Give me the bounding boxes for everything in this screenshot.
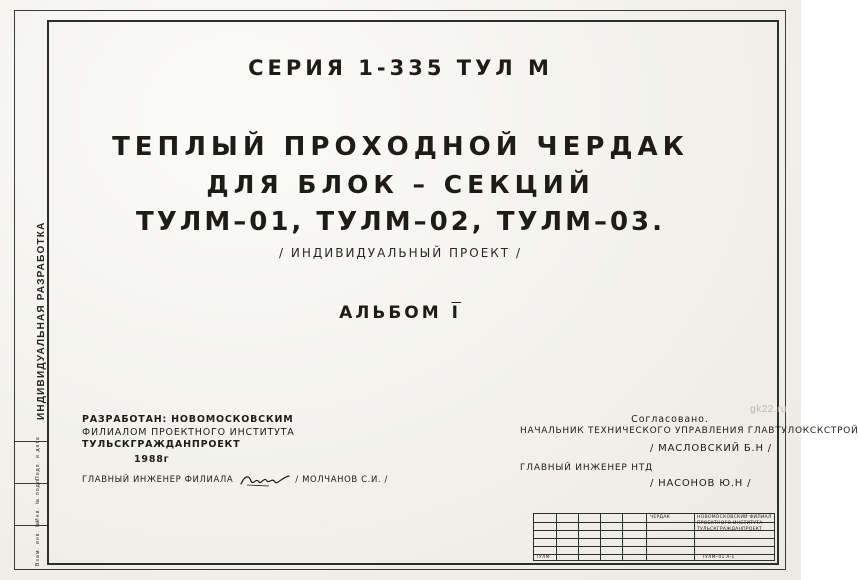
album-line	[0, 303, 801, 323]
left-strip-podp-text: Подп. и дата	[35, 436, 41, 480]
developer-year: 1988г	[134, 453, 170, 465]
left-strip-cell-vzam	[14, 520, 47, 568]
album-label: АЛЬБОМ	[339, 303, 442, 323]
developer-signature-row	[82, 473, 388, 485]
left-strip-vzam-text: Взам. инв. №	[35, 520, 41, 566]
approval-heading: Согласовано.	[631, 414, 709, 425]
stamp-col-header: ЧЕРДАК	[650, 515, 671, 520]
left-margin-strip	[14, 10, 47, 568]
developer-signature-name: / МОЛЧАНОВ С.И. /	[295, 474, 388, 485]
stamp-hline-3	[534, 538, 774, 539]
left-strip-cell-inv	[14, 476, 47, 526]
developer-line-1: РАЗРАБОТАН: НОВОМОСКОВСКИМ	[82, 414, 294, 425]
stamp-bottom-right: ТУЛМ–01 А-1	[702, 555, 735, 560]
title-line-2: ДЛЯ БЛОК – СЕКЦИЙ	[206, 170, 595, 199]
title-line-3: ТУЛМ–01, ТУЛМ–02, ТУЛМ–03.	[135, 207, 666, 237]
left-strip-main-text: ИНДИВИДУАЛЬНАЯ РАЗРАБОТКА	[36, 221, 47, 420]
stamp-right-line-1: НОВОМОСКОВСКИЙ ФИЛИАЛ	[697, 515, 772, 520]
developer-line-3: ТУЛЬСКГРАЖДАНПРОЕКТ	[82, 439, 241, 450]
developer-line-2: ФИЛИАЛОМ ПРОЕКТНОГО ИНСТИТУТА	[82, 426, 295, 438]
stamp-hline-4	[534, 546, 774, 547]
stamp-right-line-2: ПРОЕКТНОГО ИНСТИТУТА	[697, 521, 763, 526]
developer-signature-label: ГЛАВНЫЙ ИНЖЕНЕР ФИЛИАЛА	[82, 474, 234, 485]
stamp-right-line-3: ТУЛЬСКГРАЖДАНПРОЕКТ	[697, 527, 763, 532]
stamp-bottom-left: ТУЛМ	[536, 555, 550, 560]
series-heading: СЕРИЯ 1-335 ТУЛ М	[248, 56, 553, 80]
title-line-1: ТЕПЛЫЙ ПРОХОДНОЙ ЧЕРДАК	[112, 132, 689, 162]
album-number: $\overline{I}$	[451, 303, 461, 323]
approval-name-1: / МАСЛОВСКИЙ Б.Н /	[650, 443, 772, 454]
left-strip-inv-text: Инв. № подл.	[35, 476, 41, 522]
handwritten-signature-icon	[239, 473, 291, 487]
developer-block	[82, 414, 388, 485]
title-stamp-table	[533, 513, 775, 561]
watermark-text: gk22.ru	[750, 404, 787, 415]
approval-line-2: ГЛАВНЫЙ ИНЖЕНЕР НТД	[520, 463, 654, 473]
approval-block	[520, 414, 858, 489]
title-block	[0, 132, 801, 260]
approval-name-2: / НАСОНОВ Ю.Н /	[650, 478, 752, 489]
approval-line-1: НАЧАЛЬНИК ТЕХНИЧЕСКОГО УПРАВЛЕНИЯ ГЛАВТУЛОКСКСТРОЙ	[520, 426, 858, 436]
title-subtitle: / ИНДИВИДУАЛЬНЫЙ ПРОЕКТ /	[279, 246, 522, 260]
stamp-hline-5	[534, 554, 774, 555]
left-strip-cell-podp	[14, 436, 47, 484]
